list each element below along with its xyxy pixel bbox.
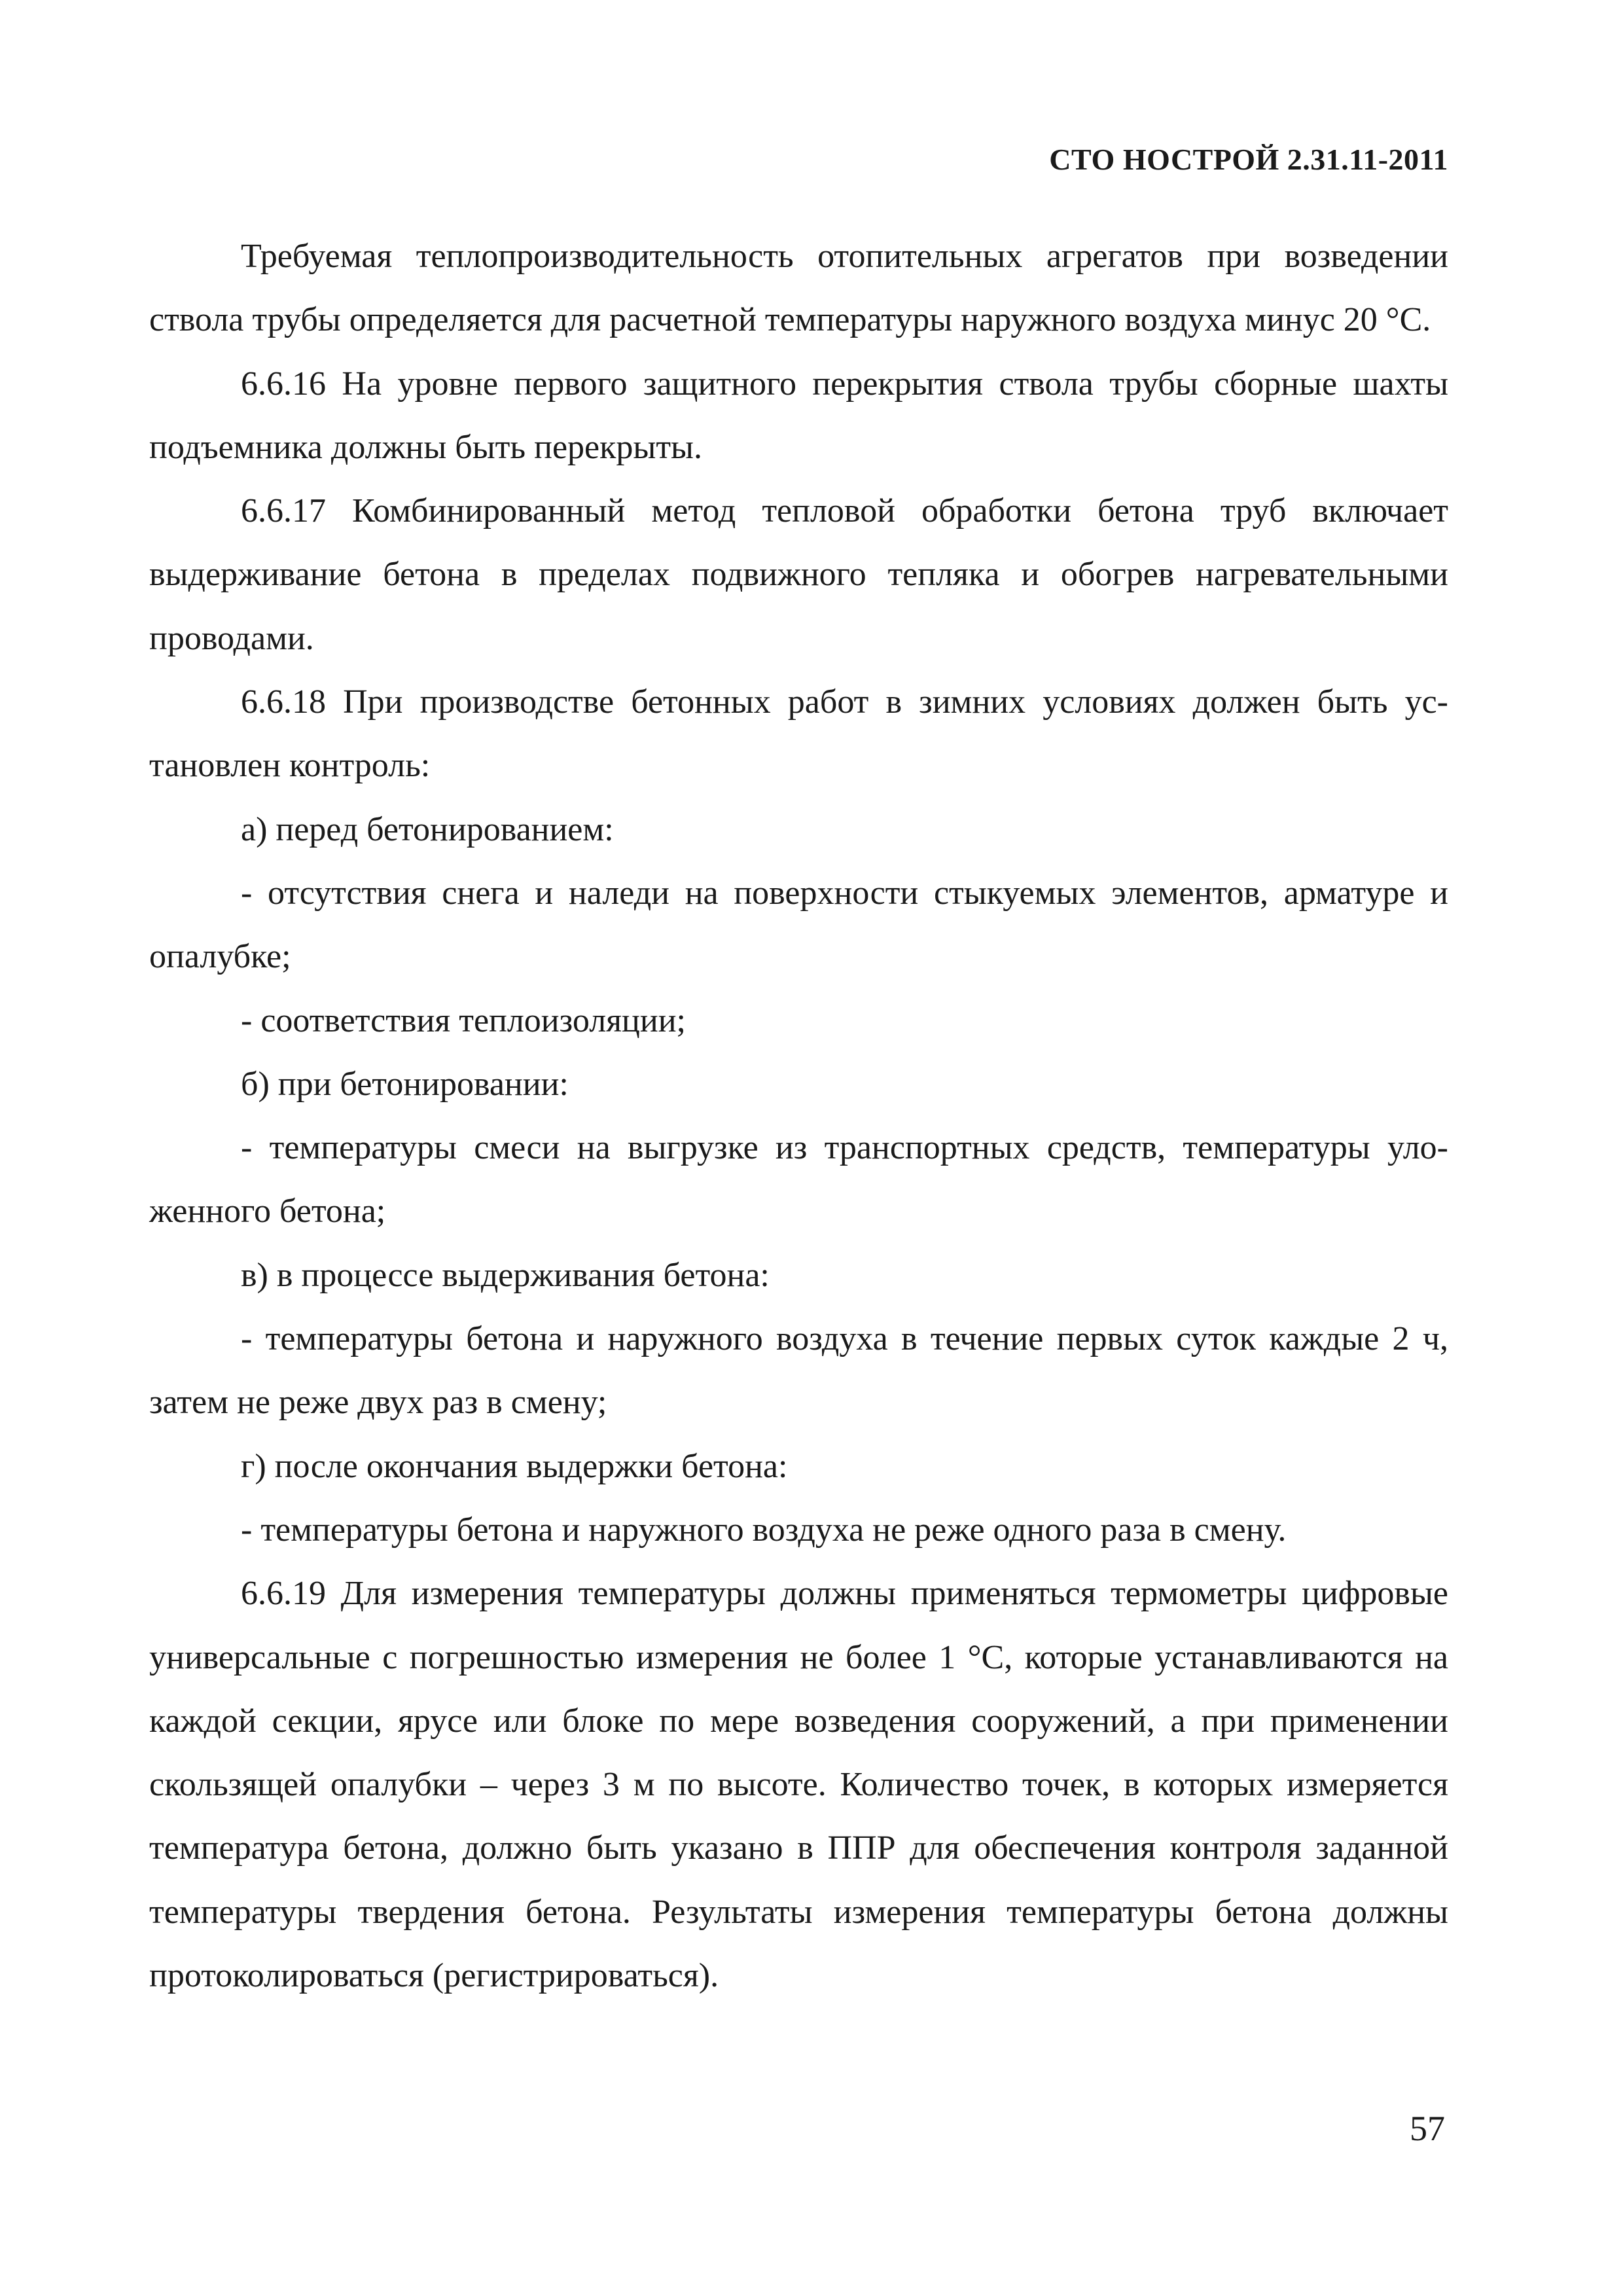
- list-heading-a: а) перед бетонированием:: [241, 810, 614, 848]
- list-item: - температуры бетона и наружного воздуха в течение первых суток каждые 2 ч, затем не реже двух раз в смену;: [149, 1320, 1448, 1422]
- page-number: 57: [1410, 2109, 1445, 2148]
- paragraph-6-6-19: 6.6.19 Для измерения температуры должны применяться термометры цифровые универсальные с погрешностью измерения не более 1 °С, которые устанавливаются на каждой секции, ярусе или блоке по мере возведения сооружений, а при применении скользящей опалубки – через 3 м по высоте. Количество точек, в которых измеряется температура бетона, должно быть указано в ППР для обеспечения контроля заданной температуры твердения бетона. Результаты измерения температуры бетона должны протоколироваться (регистрироваться).: [149, 1575, 1448, 1995]
- list-item: - отсутствия снега и наледи на поверхности стыкуемых элементов, арматуре и опалубке;: [149, 874, 1448, 976]
- list-item: - соответствия теплоизоляции;: [241, 1001, 686, 1039]
- list-item: - температуры бетона и наружного воздуха не реже одного раза в смену.: [241, 1511, 1287, 1549]
- list-heading-b: б) при бетонировании:: [241, 1065, 569, 1103]
- list-heading-g: г) после окончания выдержки бетона:: [241, 1447, 788, 1485]
- body-text: [149, 224, 1448, 2007]
- list-item: - температуры смеси на выгрузке из транспортных средств, температуры уложенного бетона;: [149, 1129, 1448, 1230]
- list-heading-v: в) в процессе выдерживания бетона:: [241, 1256, 770, 1294]
- paragraph-6-6-16: 6.6.16 На уровне первого защитного перекрытия ствола трубы сборные шахты подъемника должны быть перекрыты.: [149, 365, 1448, 466]
- paragraph-heat-output: Требуемая теплопроизводительность отопительных агрегатов при возведении ствола трубы определяется для расчетной температуры наружного воздуха минус 20 °С.: [149, 238, 1448, 339]
- paragraph-6-6-17: 6.6.17 Комбинированный метод тепловой обработки бетона труб включает выдерживание бетона в пределах подвижного тепляка и обогрев нагревательными проводами.: [149, 492, 1448, 657]
- document-code-header: СТО НОСТРОЙ 2.31.11-2011: [1049, 143, 1448, 176]
- paragraph-6-6-18: 6.6.18 При производстве бетонных работ в зимних условиях должен быть установлен контроль:: [149, 683, 1448, 785]
